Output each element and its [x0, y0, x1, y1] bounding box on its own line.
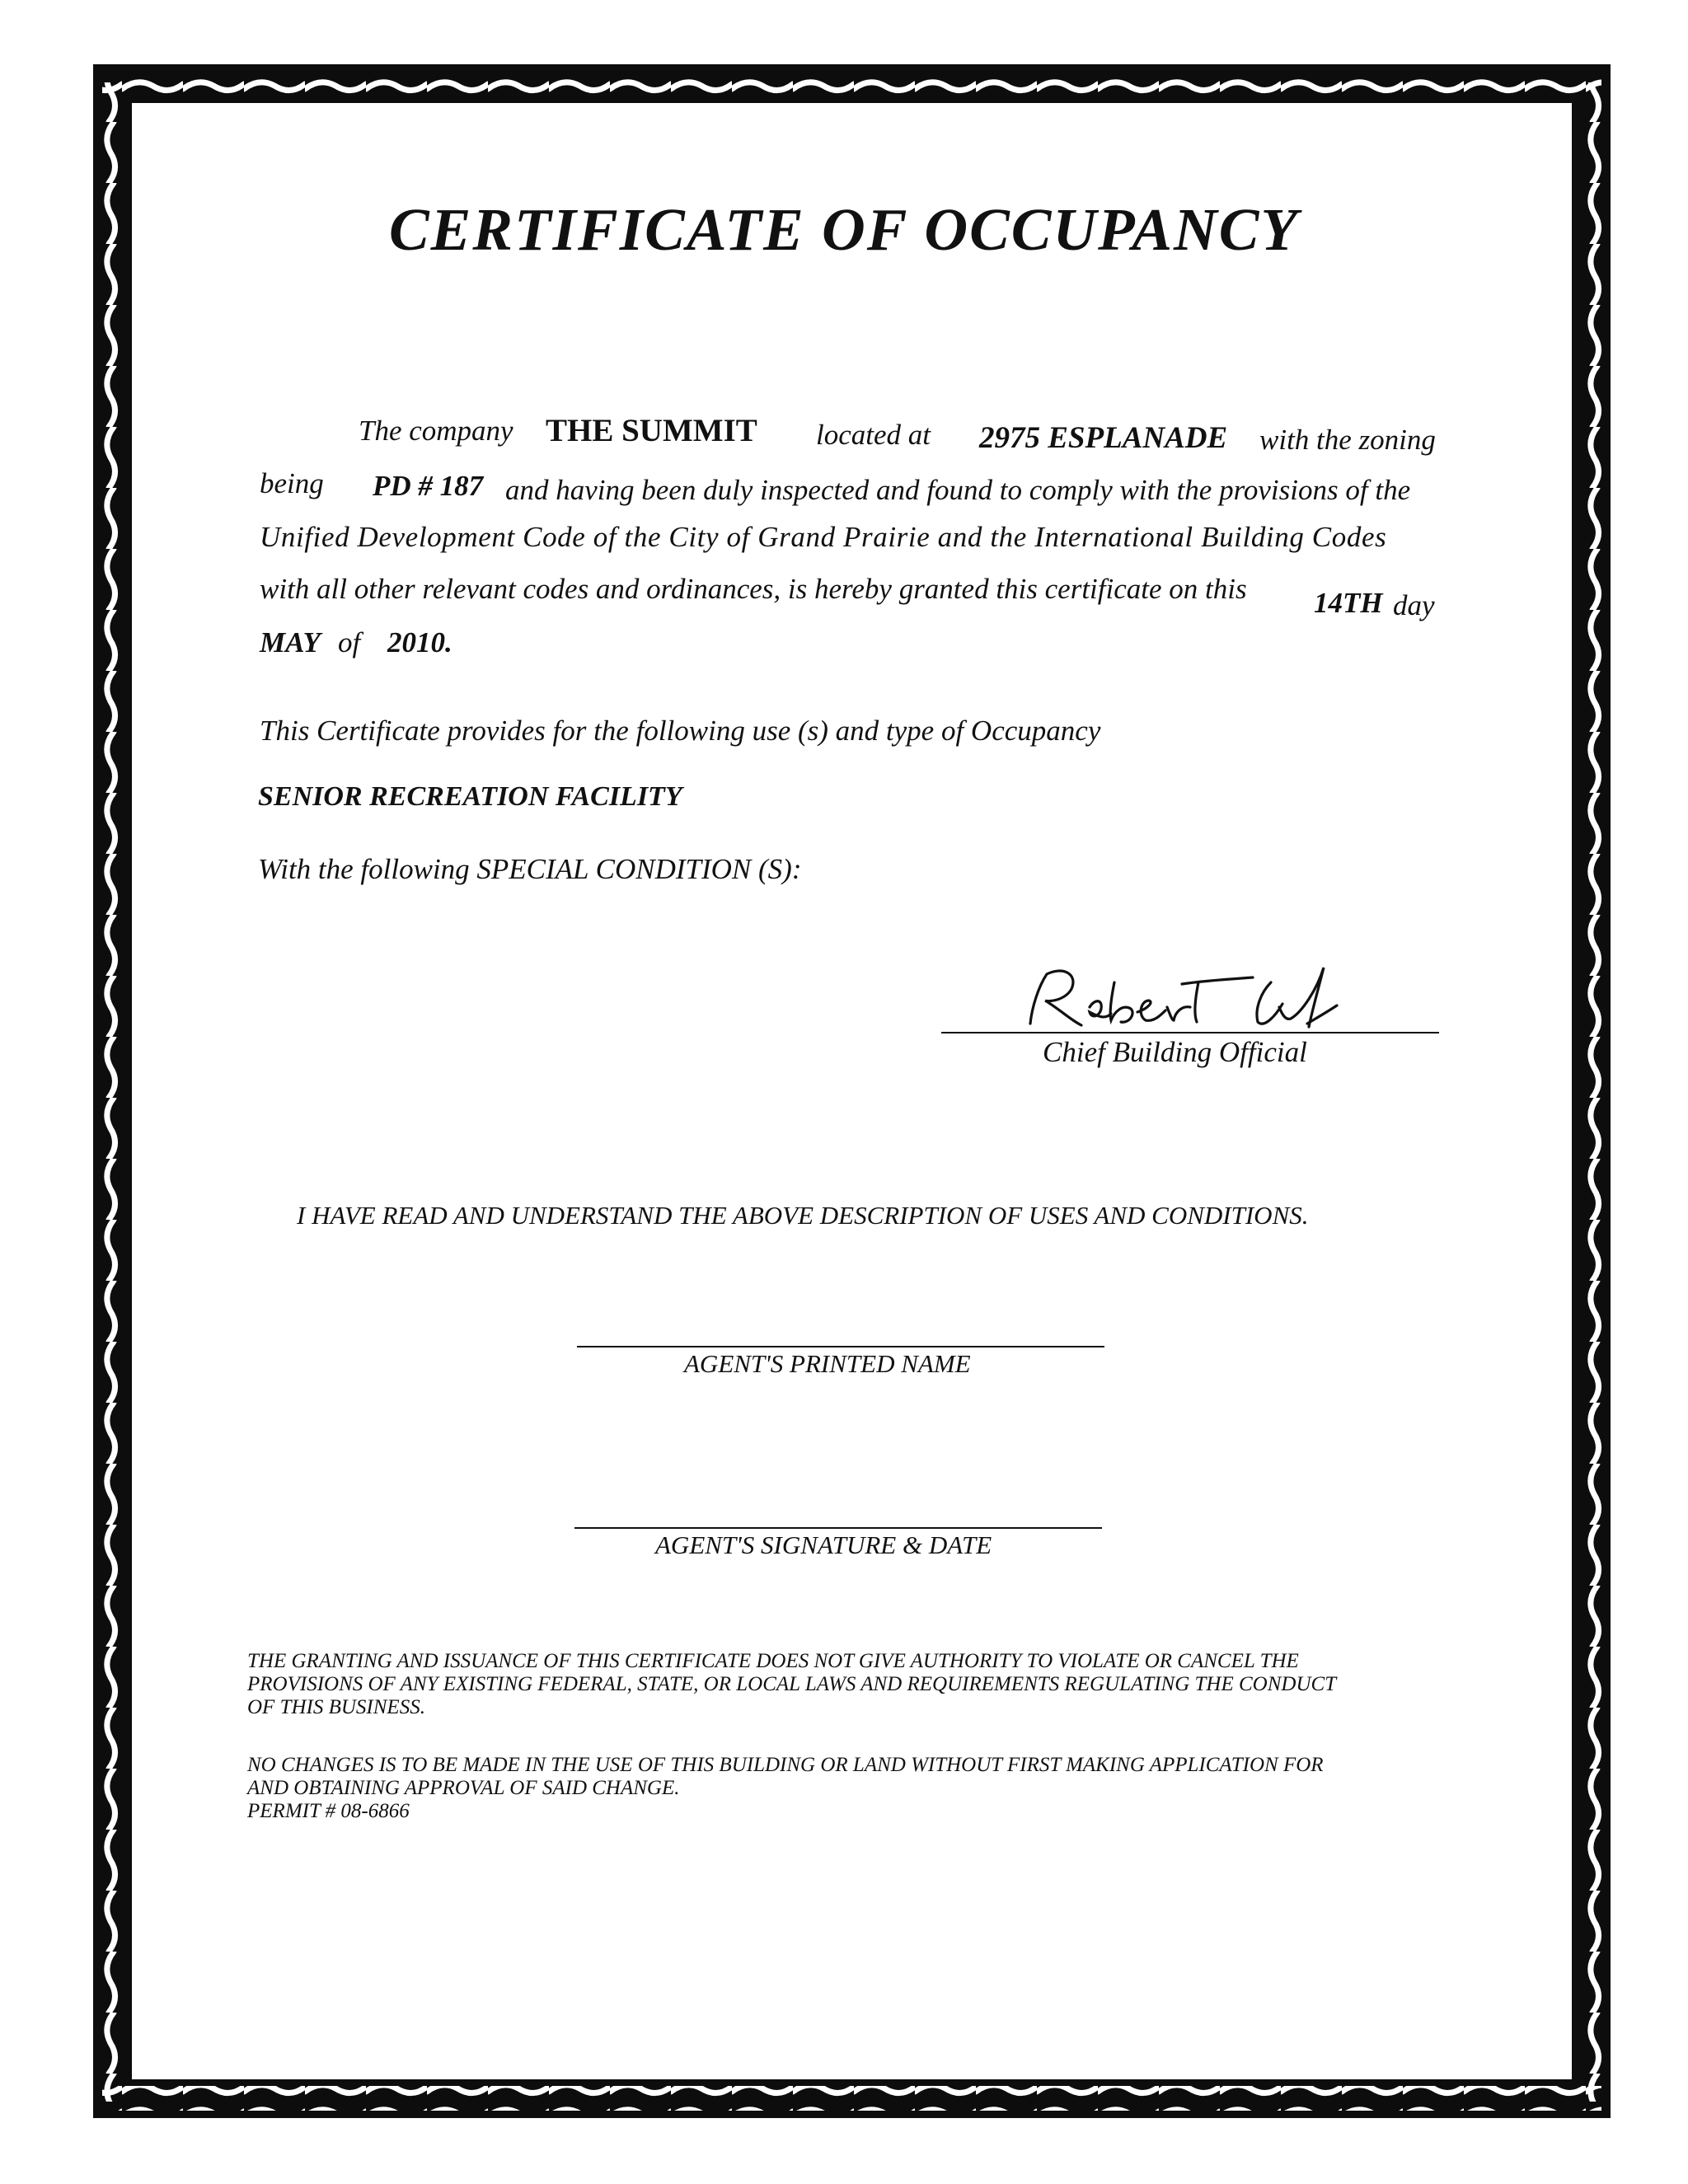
acknowledgement-statement: I HAVE READ AND UNDERSTAND THE ABOVE DESCRIPTION OF USES AND CONDITIONS.: [297, 1201, 1309, 1230]
located-at-label: located at: [816, 419, 931, 451]
agent-name-label: AGENT'S PRINTED NAME: [684, 1349, 971, 1378]
intro-line-3: Unified Development Code of the City of Grand Prairie and the International Building Codes: [260, 521, 1387, 553]
agent-signature-label: AGENT'S SIGNATURE & DATE: [655, 1530, 992, 1559]
official-signature-line: [941, 1032, 1439, 1033]
disclaimer-line-3: OF THIS BUSINESS.: [247, 1696, 425, 1718]
being-label: being: [260, 467, 324, 499]
intro-line-2: and having been duly inspected and found to comply with the provisions of the: [505, 474, 1411, 506]
certificate-title: CERTIFICATE OF OCCUPANCY: [388, 196, 1300, 263]
permit-number: PERMIT # 08-6866: [247, 1800, 410, 1822]
date-period: .: [445, 626, 452, 658]
address: 2975 ESPLANADE: [979, 421, 1228, 455]
special-conditions-label: With the following SPECIAL CONDITION (S):: [258, 853, 802, 885]
intro-line-4: with all other relevant codes and ordinances, is hereby granted this certificate on this: [260, 573, 1247, 605]
intro-company-label: The company: [359, 415, 513, 447]
zoning-label: with the zoning: [1259, 424, 1436, 456]
agent-signature-line: [574, 1527, 1102, 1529]
agent-name-line: [577, 1346, 1104, 1347]
disclaimer-line-1: THE GRANTING AND ISSUANCE OF THIS CERTIFICATE DOES NOT GIVE AUTHORITY TO VIOLATE OR CANCEL THE: [247, 1650, 1299, 1672]
of-label: of: [338, 626, 361, 658]
company-name: THE SUMMIT: [546, 413, 757, 448]
official-title: Chief Building Official: [1043, 1036, 1307, 1068]
disclaimer-line-2: PROVISIONS OF ANY EXISTING FEDERAL, STATE, OR LOCAL LAWS AND REQUIREMENTS REGULATING THE CONDUCT: [247, 1673, 1337, 1695]
zoning-value: PD # 187: [373, 470, 484, 502]
official-signature: [1014, 949, 1376, 1040]
issue-month: MAY: [260, 626, 321, 658]
use-intro: This Certificate provides for the following use (s) and type of Occupancy: [260, 715, 1101, 747]
occupancy-type: SENIOR RECREATION FACILITY: [258, 781, 682, 812]
day-label: day: [1393, 589, 1435, 621]
disclaimer-line-4: NO CHANGES IS TO BE MADE IN THE USE OF THIS BUILDING OR LAND WITHOUT FIRST MAKING APPLICATION FOR: [247, 1754, 1324, 1776]
disclaimer-line-5: AND OBTAINING APPROVAL OF SAID CHANGE.: [247, 1777, 680, 1799]
issue-year: 2010: [387, 626, 445, 658]
issue-day: 14TH: [1314, 587, 1383, 619]
